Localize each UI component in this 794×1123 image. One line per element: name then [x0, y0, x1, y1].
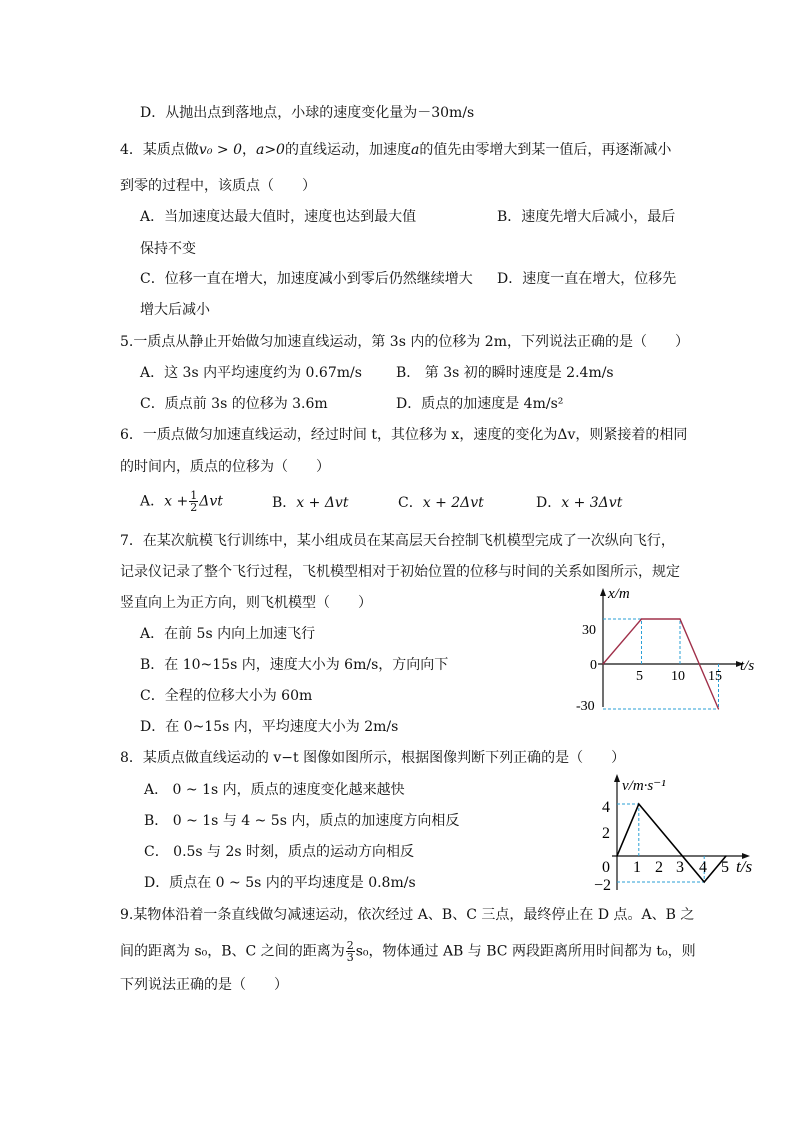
q6-option-b-expr: x + Δvt — [296, 495, 349, 511]
q6-option-c-expr: x + 2Δvt — [422, 495, 484, 511]
vt-ytick-2: 2 — [602, 825, 610, 842]
vt-xtick-4: 4 — [699, 859, 707, 876]
q4-a: a — [410, 142, 420, 158]
q7-option-a: A．在前 5s 内向上加速飞行 — [140, 626, 316, 642]
q8-option-c: C． 0.5s 与 2s 时刻，质点的运动方向相反 — [144, 844, 415, 860]
q6-option-b — [272, 494, 348, 512]
q5-option-b: B． 第 3s 初的瞬时速度是 2.4m/s — [396, 365, 614, 381]
q6-option-d — [536, 494, 622, 512]
q4-option-b-line2: 保持不变 — [140, 241, 196, 257]
vt-x-axis-label: t/s — [736, 857, 753, 876]
q6-option-a — [140, 490, 223, 513]
q4-option-b-line1: B．速度先增大后减小，最后 — [497, 209, 676, 225]
xt-xtick-5: 5 — [636, 669, 643, 684]
q6-option-a-x: x + — [164, 493, 189, 510]
q6-stem-line1: 6．一质点做匀加速直线运动，经过时间 t，其位移为 x，速度的变化为Δv，则紧接着的相同 — [120, 427, 688, 443]
q6-fraction-half — [189, 490, 198, 513]
q7-xt-graph — [576, 582, 760, 722]
q4-stem-part: 的直线运动，加速度 — [284, 142, 411, 158]
q7-option-c: C．全程的位移大小为 60m — [140, 688, 313, 704]
q4-stem-part: 4．某质点做 — [120, 142, 199, 158]
q9-fraction-den: 3 — [346, 951, 354, 964]
vt-data-point — [725, 855, 726, 856]
q7-stem-line1: 7．在某次航模飞行训练中，某小组成员在某高层天台控制飞机模型完成了一次纵向飞行， — [120, 533, 675, 549]
xt-x-axis-label: t/s — [740, 658, 755, 674]
q8-option-a: A． 0 ~ 1s 内，质点的速度变化越来越快 — [144, 782, 405, 798]
q5-option-d: D．质点的加速度是 4m/s² — [396, 396, 564, 412]
q6-option-d-expr: x + 3Δvt — [561, 495, 623, 511]
vt-xtick-3: 3 — [676, 859, 684, 876]
xt-ytick-neg30: -30 — [576, 699, 595, 714]
xt-y-axis-label: x/m — [608, 586, 630, 602]
q8-option-d: D．质点在 0 ~ 5s 内的平均速度是 0.8m/s — [144, 875, 416, 891]
q4-stem-line2: 到零的过程中，该质点（ ） — [120, 178, 316, 194]
q6-stem-line2: 的时间内，质点的位移为（ ） — [120, 459, 330, 475]
q7-option-b: B．在 10~15s 内，速度大小为 6m/s，方向向下 — [140, 657, 449, 673]
q6-option-b-label: B． — [272, 495, 297, 511]
vt-xtick-5: 5 — [721, 859, 729, 876]
q9-stem-line1: 9.某物体沿着一条直线做匀减速运动，依次经过 A、B、C 三点，最终停止在 D 点。A、B 之 — [120, 907, 695, 923]
vt-xtick-2: 2 — [655, 859, 663, 876]
q4-option-c: C．位移一直在增大，加速度减小到零后仍然继续增大 — [140, 271, 473, 287]
q6-option-a-label: A． — [140, 493, 165, 510]
q7-stem-line3: 竖直向上为正方向，则飞机模型（ ） — [120, 595, 372, 611]
vt-y-axis-label: v/m·s⁻¹ — [622, 778, 666, 794]
xt-data-point — [718, 708, 719, 709]
q7-option-d: D．在 0~15s 内，平均速度大小为 2m/s — [140, 719, 399, 735]
q9-stem-line2 — [120, 940, 696, 963]
q8-vt-graph — [596, 772, 776, 892]
q6-option-d-label: D． — [536, 495, 562, 511]
q4-a-positive: a>0 — [255, 142, 285, 158]
q5-option-c: C．质点前 3s 的位移为 3.6m — [140, 396, 328, 412]
vt-data-point — [704, 881, 705, 882]
q4-v0: v₀ > 0 — [198, 142, 242, 158]
xt-ytick-30: 30 — [582, 623, 596, 638]
q6-option-c-label: C． — [398, 495, 423, 511]
vt-xtick-0: 0 — [602, 859, 610, 876]
xt-y-axis-arrow — [600, 588, 606, 596]
q7-stem-line2: 记录仪记录了整个飞行过程，飞机模型相对于初始位置的位移与时间的关系如图所示，规定 — [120, 564, 680, 580]
q5-option-a: A．这 3s 内平均速度约为 0.67m/s — [140, 365, 362, 381]
q3-option-d: D．从抛出点到落地点，小球的速度变化量为－30m/s — [140, 105, 475, 121]
xt-xtick-10: 10 — [671, 669, 685, 684]
q8-option-b: B． 0 ~ 1s 与 4 ~ 5s 内，质点的加速度方向相反 — [144, 813, 460, 829]
vt-ytick-neg2: −2 — [594, 877, 612, 894]
q4-option-a: A．当加速度达最大值时，速度也达到最大值 — [140, 209, 417, 225]
vt-data-point — [616, 855, 617, 856]
q5-stem: 5.一质点从静止开始做匀加速直线运动，第 3s 内的位移为 2m，下列说法正确的是（ ） — [120, 334, 689, 350]
q6-fraction-num: 1 — [190, 489, 198, 502]
q4-option-d-line1: D．速度一直在增大，位移先 — [497, 271, 677, 287]
q8-stem: 8．某质点做直线运动的 v−t 图像如图所示，根据图像判断下列正确的是（ ） — [120, 750, 626, 766]
vt-y-axis-arrow — [614, 774, 620, 782]
xt-data-point — [641, 618, 642, 619]
q4-option-d-line2: 增大后减小 — [140, 302, 210, 318]
vt-data-point — [638, 803, 639, 804]
q9-fraction-num: 2 — [346, 939, 354, 952]
xt-origin-label: 0 — [590, 658, 597, 673]
q4-stem-part: 的值先由零增大到某一值后，再逐渐减小 — [419, 142, 672, 158]
vt-xtick-1: 1 — [633, 859, 641, 876]
xt-data-point — [679, 618, 680, 619]
q4-stem-part: ， — [241, 142, 256, 158]
q6-fraction-den: 2 — [190, 501, 198, 514]
q9-stem-line3: 下列说法正确的是（ ） — [120, 977, 288, 993]
xt-xtick-15: 15 — [708, 669, 722, 684]
q9-stem-part: 间的距离为 s₀，B、C 之间的距离为 — [120, 943, 345, 960]
q6-option-c — [398, 494, 484, 512]
q4-stem-line1 — [120, 141, 671, 159]
q6-option-a-term: Δvt — [199, 493, 223, 510]
q9-stem-part: s₀，物体通过 AB 与 BC 两段距离所用时间都为 t₀，则 — [355, 943, 696, 960]
q9-fraction-two-thirds — [346, 940, 355, 963]
vt-ytick-4: 4 — [602, 799, 610, 816]
xt-data-point — [602, 663, 603, 664]
